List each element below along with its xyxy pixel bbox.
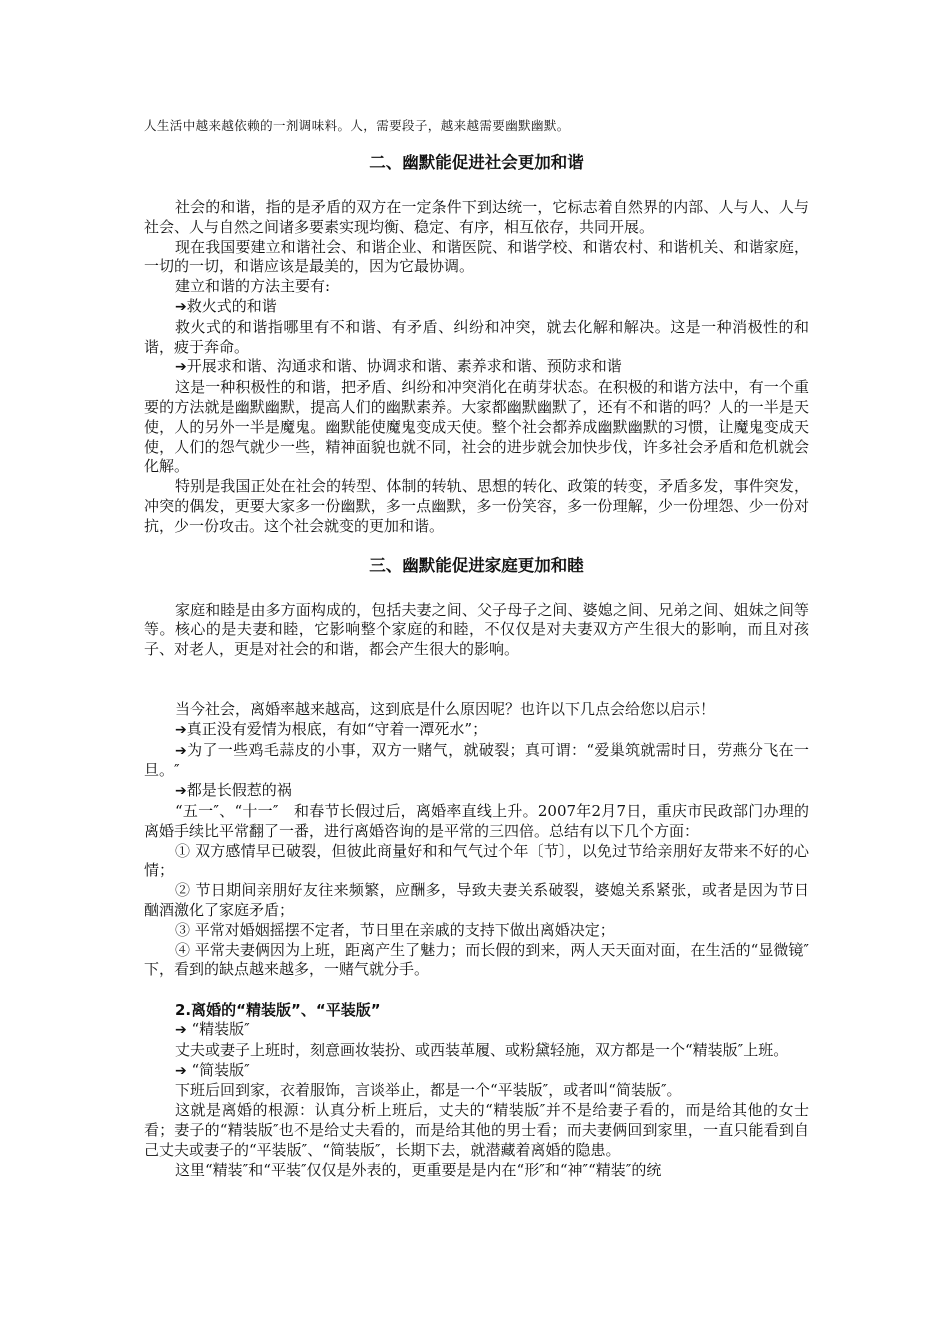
numbered-item: ④ 平常夫妻俩因为上班，距离产生了魅力；而长假的到来，两人天天面对面，在生活的“显微镜″下，看到的缺点越来越多，一赌气就分手。 bbox=[144, 940, 809, 979]
arrow-icon: ➔ bbox=[175, 783, 187, 800]
paragraph: 这就是离婚的根源：认真分析上班后，丈夫的“精装版″并不是给妻子看的，而是给其他的女士看；妻子的“精装版″也不是给丈夫看的，而是给其他的男士看；而夫妻俩回到家里，一直只能看到自己丈夫或妻子的“平装版″、“简装版″，长期下去，就潜藏着离婚的隐患。 bbox=[144, 1101, 809, 1159]
numbered-item: ② 节日期间亲朋好友往来频繁，应酬多，导致夫妻关系破裂，婆媳关系紧张，或者是因为节日酗酒激化了家庭矛盾； bbox=[144, 881, 809, 919]
paragraph: 社会的和谐，指的是矛盾的双方在一定条件下到达统一，它标志着自然界的内部、人与人、人与社会、人与自然之间诸多要素实现均衡、稳定、有序，相互依存，共同开展。 bbox=[144, 198, 809, 236]
paragraph: 特别是我国正处在社会的转型、体制的转轨、思想的转化、政策的转变，矛盾多发，事件突发，冲突的偶发，更要大家多一份幽默，多一点幽默，多一份笑容，多一份理解，少一份埋怨、少一份对抗，少一份攻击。这个社会就变的更加和谐。 bbox=[144, 477, 809, 535]
arrow-icon: ➔ bbox=[175, 1062, 187, 1079]
numbered-item: ① 双方感情早已破裂，但彼此商量好和和气气过个年〔节〕，以免过节给亲朋好友带来不好的心情； bbox=[144, 841, 809, 880]
paragraph: “五一″、“十一″ 和春节长假过后，离婚率直线上升。2007年2月7日，重庆市民政部门办理的离婚手续比平常翻了一番，进行离婚咨询的是平常的三四倍。总结有以下几个方面： bbox=[144, 801, 809, 840]
bullet-item: ➔为了一些鸡毛蒜皮的小事，双方一赌气，就破裂；真可谓：“爱巢筑就需时日，劳燕分飞在一旦。″ bbox=[144, 740, 809, 780]
bullet-item: ➔ “精装版″ bbox=[175, 1020, 250, 1039]
paragraph: 救火式的和谐指哪里有不和谐、有矛盾、纠纷和冲突，就去化解和解决。这是一种消极性的和谐，疲于奔命。 bbox=[144, 317, 809, 356]
arrow-icon: ➔ bbox=[175, 721, 187, 738]
bullet-item: ➔救火式的和谐 bbox=[175, 296, 277, 315]
arrow-icon: ➔ bbox=[175, 298, 187, 315]
bullet-item: ➔都是长假惹的祸 bbox=[175, 781, 292, 800]
paragraph: 下班后回到家，衣着服饰，言谈举止，都是一个“平装版″，或者叫“简装版″。 bbox=[175, 1081, 682, 1100]
section-heading-3: 三、幽默能促进家庭更加和睦 bbox=[369, 555, 584, 575]
arrow-icon: ➔ bbox=[175, 1022, 187, 1039]
document-page bbox=[144, 118, 809, 1180]
subsection-heading: 2.离婚的“精装版”、“平装版” bbox=[175, 1001, 381, 1020]
paragraph: 这是一种积极性的和谐，把矛盾、纠纷和冲突消化在萌芽状态。在积极的和谐方法中，有一个重要的方法就是幽默幽默，提高人们的幽默素养。大家都幽默幽默了，还有不和谐的吗？人的一半是天使，人的另外一半是魔鬼。幽默能使魔鬼变成天使。整个社会都养成幽默幽默的习惯，让魔鬼变成天使，人们的怨气就少一些，精神面貌也就不同，社会的进步就会加快步伐，许多社会矛盾和危机就会化解。 bbox=[144, 378, 809, 476]
paragraph: 丈夫或妻子上班时，刻意画妆装扮、或西装革履、或粉黛轻施，双方都是一个“精装版″上班。 bbox=[175, 1040, 789, 1059]
arrow-icon: ➔ bbox=[175, 742, 187, 759]
bullet-item: ➔真正没有爱情为根底，有如“守着一潭死水”； bbox=[175, 719, 488, 738]
bullet-item: ➔开展求和谐、沟通求和谐、协调求和谐、素养求和谐、预防求和谐 bbox=[175, 357, 622, 376]
paragraph: 现在我国要建立和谐社会、和谐企业、和谐医院、和谐学校、和谐农村、和谐机关、和谐家庭，一切的一切，和谐应该是最美的，因为它最协调。 bbox=[144, 237, 809, 276]
paragraph: 家庭和睦是由多方面构成的，包括夫妻之间、父子母子之间、婆媳之间、兄弟之间、姐妹之间等等。核心的是夫妻和睦，它影响整个家庭的和睦，不仅仅是对夫妻双方产生很大的影响，而且对孩子、对老人，更是对社会的和谐，都会产生很大的影响。 bbox=[144, 600, 809, 659]
section-heading-2: 二、幽默能促进社会更加和谐 bbox=[369, 153, 584, 172]
continued-line: 人生活中越来越依赖的一剂调味料。人，需要段子，越来越需要幽默幽默。 bbox=[144, 118, 570, 133]
arrow-icon: ➔ bbox=[175, 359, 187, 376]
paragraph: 这里“精装″和“平装″仅仅是外表的，更重要是是内在“形″和“神″“精装″的统 bbox=[175, 1160, 662, 1179]
bullet-item: ➔ “简装版″ bbox=[175, 1060, 250, 1079]
numbered-item: ③ 平常对婚姻摇摆不定者，节日里在亲戚的支持下做出离婚决定； bbox=[175, 920, 615, 939]
paragraph: 建立和谐的方法主要有: bbox=[175, 277, 331, 296]
paragraph: 当今社会，离婚率越来越高，这到底是什么原因呢？也许以下几点会给您以启示！ bbox=[175, 699, 716, 718]
